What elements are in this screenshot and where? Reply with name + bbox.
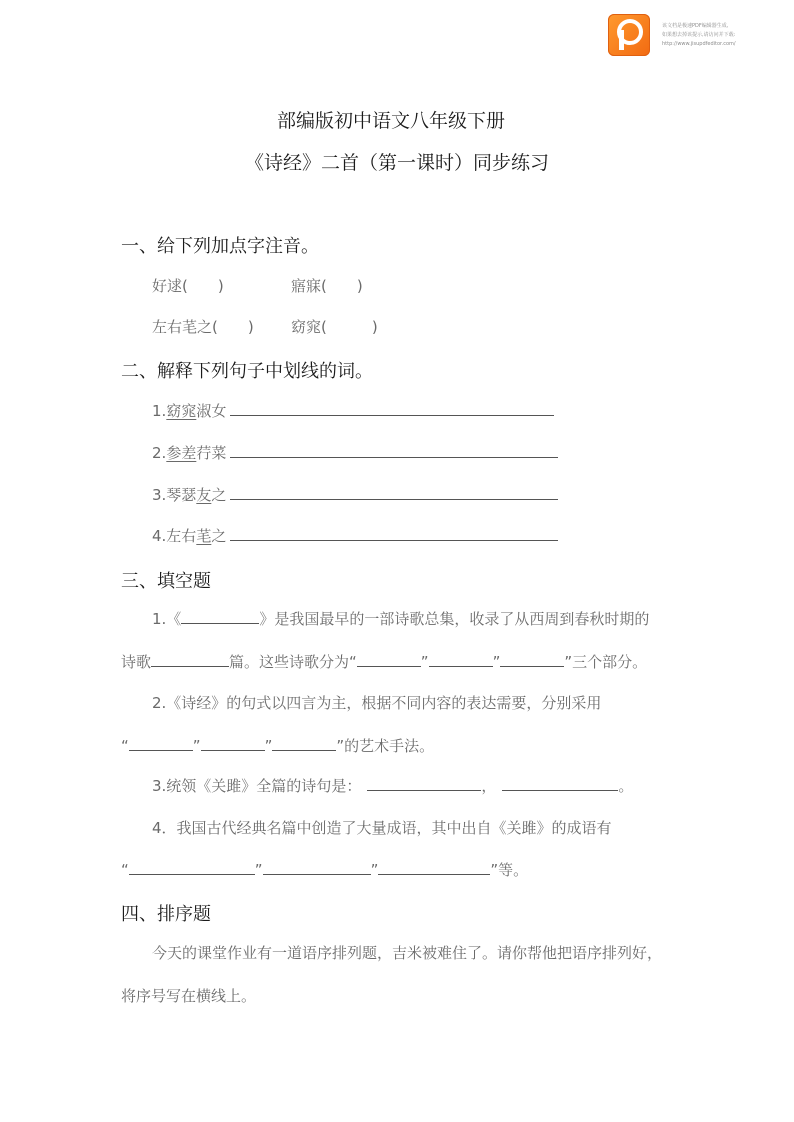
sort-para-line-2: 将序号写在横线上。 <box>121 987 257 1005</box>
fill-q3-pre: 3.统领《关雎》全篇的诗句是： <box>152 777 362 795</box>
page-subtitle: 《诗经》二首（第一课时）同步练习 <box>245 152 550 174</box>
explain-item-1 <box>152 400 226 421</box>
watermark-line-1: 该文档是极速PDF编辑器生成, <box>662 23 729 29</box>
explain-item-2-rest: 荇菜 <box>196 444 227 462</box>
fill-q4-blank-3[interactable] <box>378 860 490 875</box>
logo-p-icon <box>608 14 650 56</box>
fill-q1-blank-part-3[interactable] <box>500 652 564 667</box>
explain-item-2-underlined: 参差 <box>166 444 197 462</box>
fill-q1b-end: ”三个部分。 <box>564 653 648 671</box>
fill-q1b-quote-1: ” <box>420 653 429 671</box>
fill-q1-pre: 1.《 <box>152 610 182 628</box>
fill-q1-blank-part-2[interactable] <box>429 652 493 667</box>
explain-item-3-rest: 之 <box>211 486 227 504</box>
fill-q2-line-b <box>121 735 434 756</box>
section-4-heading: 四、排序题 <box>121 904 211 925</box>
explain-item-1-rest: 淑女 <box>196 402 227 420</box>
explain-item-4 <box>152 525 226 546</box>
fill-q1b-quote-2: ” <box>492 653 501 671</box>
fill-q4-line-b <box>121 859 528 880</box>
fill-q2-blank-3[interactable] <box>272 736 336 751</box>
fill-q4b-quote-1: ” <box>254 861 263 879</box>
fill-q4b-quote-2: ” <box>370 861 379 879</box>
watermark-line-2: 如果想去掉该提示,请访问并下载: <box>662 32 736 38</box>
fill-q4b-end: ”等。 <box>490 861 529 879</box>
fill-q1b-pre: 诗歌 <box>121 653 152 671</box>
explain-item-1-underlined: 窈窕 <box>166 402 197 420</box>
fill-q2b-end: ”的艺术手法。 <box>336 737 435 755</box>
pinyin-item-1: 好逑( ) <box>152 277 224 295</box>
fill-q3-blank-1[interactable] <box>367 776 481 791</box>
fill-q2b-quote-1: ” <box>192 737 201 755</box>
fill-q1-post: 》是我国最早的一部诗歌总集，收录了从西周到春秋时期的 <box>259 610 650 628</box>
explain-item-4-pre: 4.左右 <box>152 527 197 545</box>
page-title: 部编版初中语文八年级下册 <box>277 110 506 132</box>
fill-q4b-start: “ <box>121 861 129 879</box>
fill-q2b-start: “ <box>121 737 129 755</box>
answer-line-2[interactable] <box>230 457 558 458</box>
explain-item-2 <box>152 442 226 463</box>
fill-q3-end: 。 <box>618 777 634 795</box>
fill-q4-line-a: 4．我国古代经典名篇中创造了大量成语，其中出自《关雎》的成语有 <box>152 819 612 837</box>
pdf-editor-logo <box>608 14 650 56</box>
explain-item-4-underlined: 芼 <box>196 527 212 545</box>
fill-q4-blank-2[interactable] <box>263 860 371 875</box>
sort-para-line-1: 今天的课堂作业有一道语序排列题，吉米被难住了。请你帮他把语序排列好， <box>152 944 663 962</box>
fill-q4-blank-1[interactable] <box>129 860 255 875</box>
explain-item-3-underlined: 友 <box>196 486 212 504</box>
fill-q1-blank-part-1[interactable] <box>357 652 421 667</box>
explain-item-2-num: 2. <box>152 444 167 462</box>
explain-item-3-pre: 3.琴瑟 <box>152 486 197 504</box>
explain-item-3 <box>152 484 226 505</box>
answer-line-4[interactable] <box>230 540 558 541</box>
section-3-heading: 三、填空题 <box>121 571 211 592</box>
fill-q3-line <box>152 775 633 796</box>
pinyin-item-2: 寤寐( ) <box>291 277 363 295</box>
fill-q1b-mid: 篇。这些诗歌分为“ <box>229 653 357 671</box>
fill-q1-line-a <box>152 608 649 629</box>
answer-line-1[interactable] <box>230 415 554 416</box>
pinyin-item-3: 左右芼之( ) <box>152 318 254 336</box>
section-2-heading: 二、解释下列句子中划线的词。 <box>121 361 373 382</box>
fill-q2b-quote-2: ” <box>264 737 273 755</box>
fill-q2-line-a: 2.《诗经》的句式以四言为主，根据不同内容的表达需要，分别采用 <box>152 694 602 712</box>
fill-q1-blank-book[interactable] <box>181 609 259 624</box>
watermark-line-3: http://www.jisupdfeditor.com/ <box>662 41 736 47</box>
fill-q1-line-b <box>121 651 647 672</box>
fill-q3-blank-2[interactable] <box>502 776 618 791</box>
fill-q2-blank-2[interactable] <box>201 736 265 751</box>
fill-q3-mid: ， <box>481 777 497 795</box>
fill-q2-blank-1[interactable] <box>129 736 193 751</box>
fill-q1-blank-count[interactable] <box>151 652 229 667</box>
section-1-heading: 一、给下列加点字注音。 <box>121 236 319 257</box>
explain-item-1-num: 1. <box>152 402 167 420</box>
explain-item-4-rest: 之 <box>211 527 227 545</box>
answer-line-3[interactable] <box>230 499 558 500</box>
pinyin-item-4: 窈窕( ) <box>291 318 378 336</box>
